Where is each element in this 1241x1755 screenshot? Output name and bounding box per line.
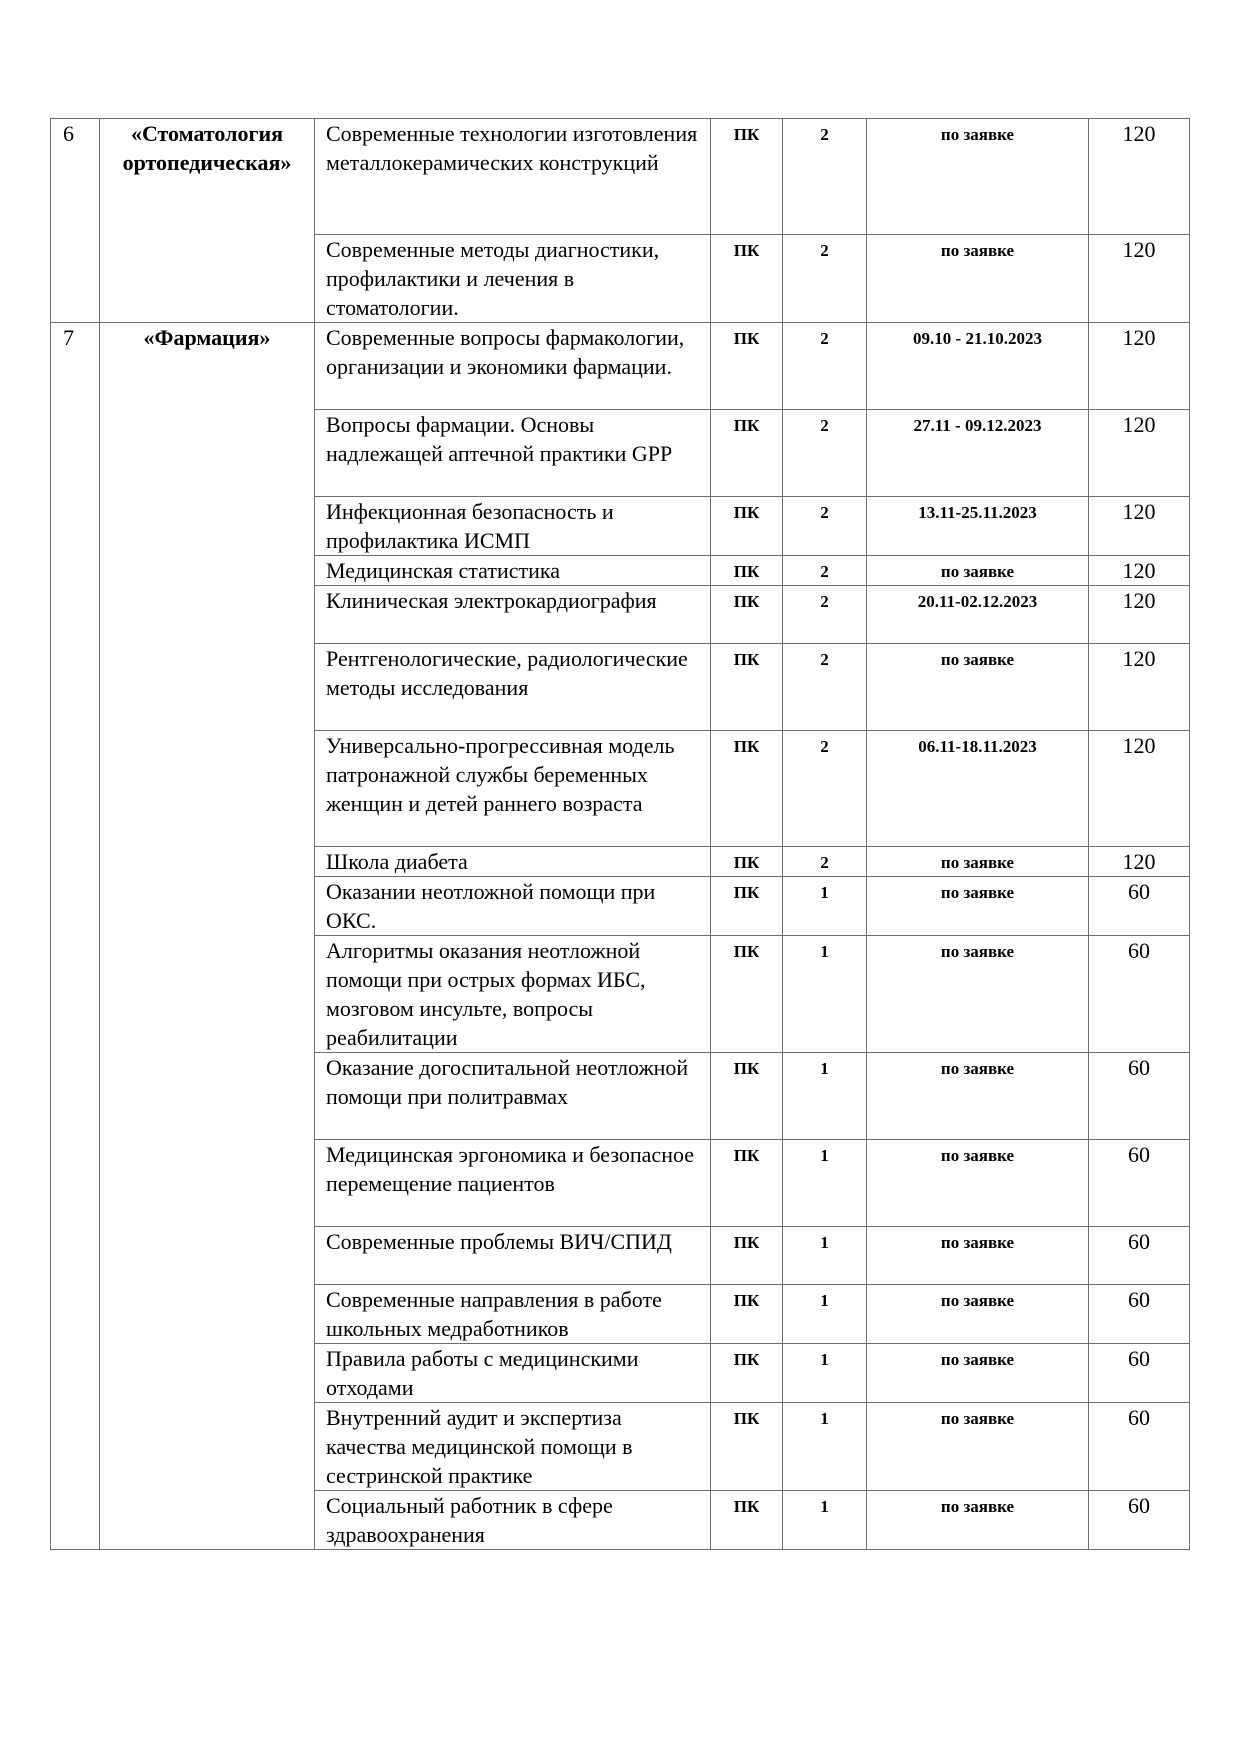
- course-hours: 60: [1089, 1403, 1190, 1491]
- course-type: ПК: [711, 1053, 783, 1140]
- course-title: Современные вопросы фармакологии, организации и экономики фармации.: [315, 323, 711, 410]
- course-dates: 20.11-02.12.2023: [867, 586, 1089, 644]
- course-title: Современные направления в работе школьных медработников: [315, 1285, 711, 1344]
- course-credits: 2: [783, 497, 867, 556]
- course-title: Внутренний аудит и экспертиза качества медицинской помощи в сестринской практике: [315, 1403, 711, 1491]
- course-type: ПК: [711, 1491, 783, 1550]
- course-type: ПК: [711, 936, 783, 1053]
- course-type: ПК: [711, 877, 783, 936]
- course-dates: по заявке: [867, 1053, 1089, 1140]
- course-title: Универсально-прогрессивная модель патронажной службы беременных женщин и детей раннего возраста: [315, 731, 711, 847]
- course-credits: 2: [783, 644, 867, 731]
- course-hours: 60: [1089, 1491, 1190, 1550]
- course-credits: 1: [783, 1344, 867, 1403]
- course-hours: 60: [1089, 1344, 1190, 1403]
- course-dates: по заявке: [867, 1344, 1089, 1403]
- course-dates: по заявке: [867, 119, 1089, 235]
- course-credits: 1: [783, 1140, 867, 1227]
- course-hours: 120: [1089, 586, 1190, 644]
- course-type: ПК: [711, 235, 783, 323]
- course-dates: по заявке: [867, 847, 1089, 877]
- course-dates: по заявке: [867, 1491, 1089, 1550]
- specialty-name: «Фармация»: [100, 323, 315, 1550]
- course-type: ПК: [711, 586, 783, 644]
- course-dates: 27.11 - 09.12.2023: [867, 410, 1089, 497]
- course-type: ПК: [711, 497, 783, 556]
- course-title: Социальный работник в сфере здравоохранения: [315, 1491, 711, 1550]
- course-title: Алгоритмы оказания неотложной помощи при острых формах ИБС, мозговом инсульте, вопросы реабилитации: [315, 936, 711, 1053]
- course-hours: 120: [1089, 119, 1190, 235]
- course-credits: 1: [783, 877, 867, 936]
- course-credits: 1: [783, 1403, 867, 1491]
- table-row: [51, 119, 1190, 235]
- course-credits: 1: [783, 1285, 867, 1344]
- table-row: [51, 323, 1190, 410]
- course-credits: 2: [783, 323, 867, 410]
- course-title: Вопросы фармации. Основы надлежащей аптечной практики GPP: [315, 410, 711, 497]
- course-type: ПК: [711, 1344, 783, 1403]
- course-title: Инфекционная безопасность и профилактика ИСМП: [315, 497, 711, 556]
- course-hours: 60: [1089, 936, 1190, 1053]
- course-type: ПК: [711, 119, 783, 235]
- course-type: ПК: [711, 847, 783, 877]
- course-title: Медицинская статистика: [315, 556, 711, 586]
- course-type: ПК: [711, 410, 783, 497]
- course-dates: 09.10 - 21.10.2023: [867, 323, 1089, 410]
- row-number: 6: [51, 119, 100, 323]
- course-credits: 2: [783, 556, 867, 586]
- course-dates: по заявке: [867, 936, 1089, 1053]
- course-hours: 60: [1089, 1053, 1190, 1140]
- course-type: ПК: [711, 1285, 783, 1344]
- course-credits: 1: [783, 936, 867, 1053]
- course-credits: 2: [783, 410, 867, 497]
- course-credits: 2: [783, 235, 867, 323]
- course-title: Оказании неотложной помощи при ОКС.: [315, 877, 711, 936]
- course-credits: 2: [783, 586, 867, 644]
- course-hours: 60: [1089, 1227, 1190, 1285]
- course-dates: по заявке: [867, 1227, 1089, 1285]
- course-title: Современные проблемы ВИЧ/СПИД: [315, 1227, 711, 1285]
- course-title: Клиническая электрокардиография: [315, 586, 711, 644]
- table-body: [51, 119, 1190, 1550]
- course-type: ПК: [711, 644, 783, 731]
- course-type: ПК: [711, 1140, 783, 1227]
- course-type: ПК: [711, 556, 783, 586]
- course-hours: 120: [1089, 556, 1190, 586]
- course-schedule-table: [50, 118, 1190, 1550]
- course-dates: по заявке: [867, 1285, 1089, 1344]
- course-hours: 120: [1089, 847, 1190, 877]
- course-hours: 120: [1089, 497, 1190, 556]
- course-hours: 60: [1089, 1140, 1190, 1227]
- course-hours: 60: [1089, 1285, 1190, 1344]
- course-type: ПК: [711, 323, 783, 410]
- course-credits: 1: [783, 1227, 867, 1285]
- course-dates: по заявке: [867, 1403, 1089, 1491]
- course-credits: 1: [783, 1053, 867, 1140]
- course-hours: 60: [1089, 877, 1190, 936]
- course-title: Современные технологии изготовления металлокерамических конструкций: [315, 119, 711, 235]
- course-type: ПК: [711, 1227, 783, 1285]
- course-credits: 2: [783, 731, 867, 847]
- course-dates: по заявке: [867, 556, 1089, 586]
- course-title: Рентгенологические, радиологические методы исследования: [315, 644, 711, 731]
- course-credits: 2: [783, 847, 867, 877]
- course-type: ПК: [711, 731, 783, 847]
- course-title: Правила работы с медицинскими отходами: [315, 1344, 711, 1403]
- course-dates: по заявке: [867, 1140, 1089, 1227]
- course-hours: 120: [1089, 323, 1190, 410]
- course-hours: 120: [1089, 410, 1190, 497]
- course-hours: 120: [1089, 731, 1190, 847]
- course-title: Школа диабета: [315, 847, 711, 877]
- course-type: ПК: [711, 1403, 783, 1491]
- row-number: 7: [51, 323, 100, 1550]
- course-hours: 120: [1089, 644, 1190, 731]
- course-dates: по заявке: [867, 235, 1089, 323]
- course-credits: 1: [783, 1491, 867, 1550]
- course-hours: 120: [1089, 235, 1190, 323]
- course-title: Современные методы диагностики, профилактики и лечения в стоматологии.: [315, 235, 711, 323]
- course-dates: 06.11-18.11.2023: [867, 731, 1089, 847]
- course-dates: по заявке: [867, 644, 1089, 731]
- course-dates: 13.11-25.11.2023: [867, 497, 1089, 556]
- course-title: Медицинская эргономика и безопасное перемещение пациентов: [315, 1140, 711, 1227]
- course-dates: по заявке: [867, 877, 1089, 936]
- course-title: Оказание догоспитальной неотложной помощи при политравмах: [315, 1053, 711, 1140]
- course-credits: 2: [783, 119, 867, 235]
- specialty-name: «Стоматология ортопедическая»: [100, 119, 315, 323]
